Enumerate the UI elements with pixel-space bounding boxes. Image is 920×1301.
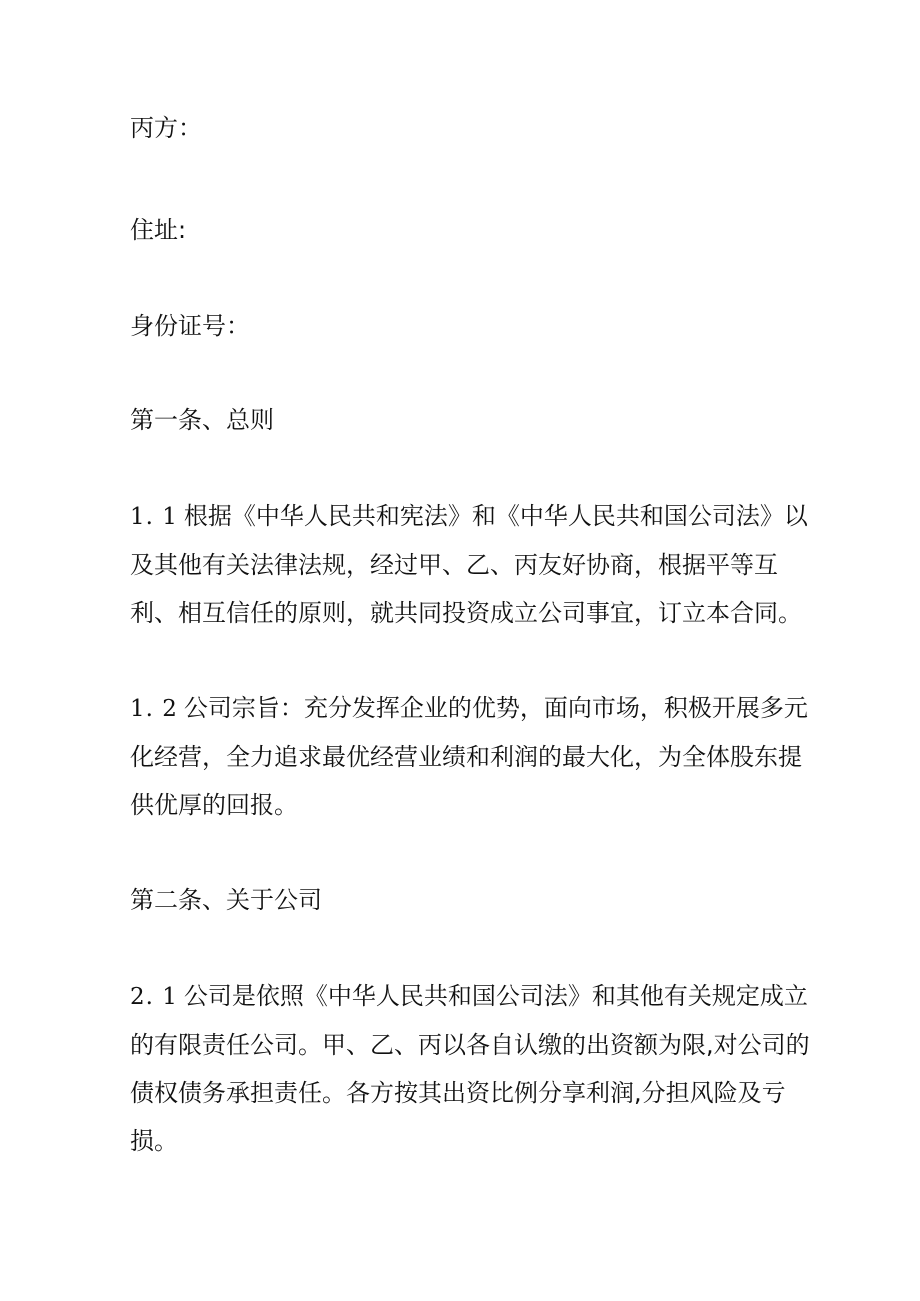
- clause-2-1-text-1: 公司是依照《中华人民共和国公司法》和其他有关规定成立: [183, 982, 808, 1010]
- clause-1-1-line-3: 利、相互信任的原则，就共同投资成立公司事宜，订立本合同。: [130, 599, 802, 627]
- clause-2-1: [130, 972, 810, 1165]
- clause-2-1-number: 2. 1: [130, 984, 178, 1010]
- clause-2-1-line-3: 债权债务承担责任。各方按其出资比例分享利润,分担风险及亏: [130, 1079, 786, 1107]
- clause-1-1: [130, 492, 808, 637]
- party-c-id-label: 身份证号：: [130, 312, 250, 340]
- clause-2-1-line-2: 的有限责任公司。甲、乙、丙以各自认缴的出资额为限,对公司的: [130, 1031, 810, 1059]
- article-2-heading: 第二条、关于公司: [130, 886, 322, 914]
- clause-1-2: [130, 684, 808, 829]
- clause-2-1-line-1: [130, 972, 808, 1021]
- clause-1-1-text-1: 根据《中华人民共和宪法》和《中华人民共和国公司法》以: [183, 502, 808, 530]
- clause-1-2-number: 1. 2: [130, 696, 178, 722]
- clause-1-1-line-1: [130, 492, 808, 541]
- clause-1-1-line-2: 及其他有关法律法规，经过甲、乙、丙友好协商，根据平等互: [130, 551, 778, 579]
- clause-2-1-line-4: 损。: [130, 1127, 178, 1155]
- party-c-address-label: 住址:: [130, 216, 187, 244]
- clause-1-2-line-1: [130, 684, 808, 733]
- clause-1-2-line-3: 供优厚的回报。: [130, 791, 298, 819]
- clause-1-2-line-2: 化经营，全力追求最优经营业绩和利润的最大化，为全体股东提: [130, 743, 802, 771]
- clause-1-1-number: 1. 1: [130, 504, 178, 530]
- article-1-heading: 第一条、总则: [130, 406, 274, 434]
- party-c-label: 丙方：: [130, 114, 202, 142]
- clause-1-2-text-1: 公司宗旨：充分发挥企业的优势，面向市场，积极开展多元: [183, 694, 808, 722]
